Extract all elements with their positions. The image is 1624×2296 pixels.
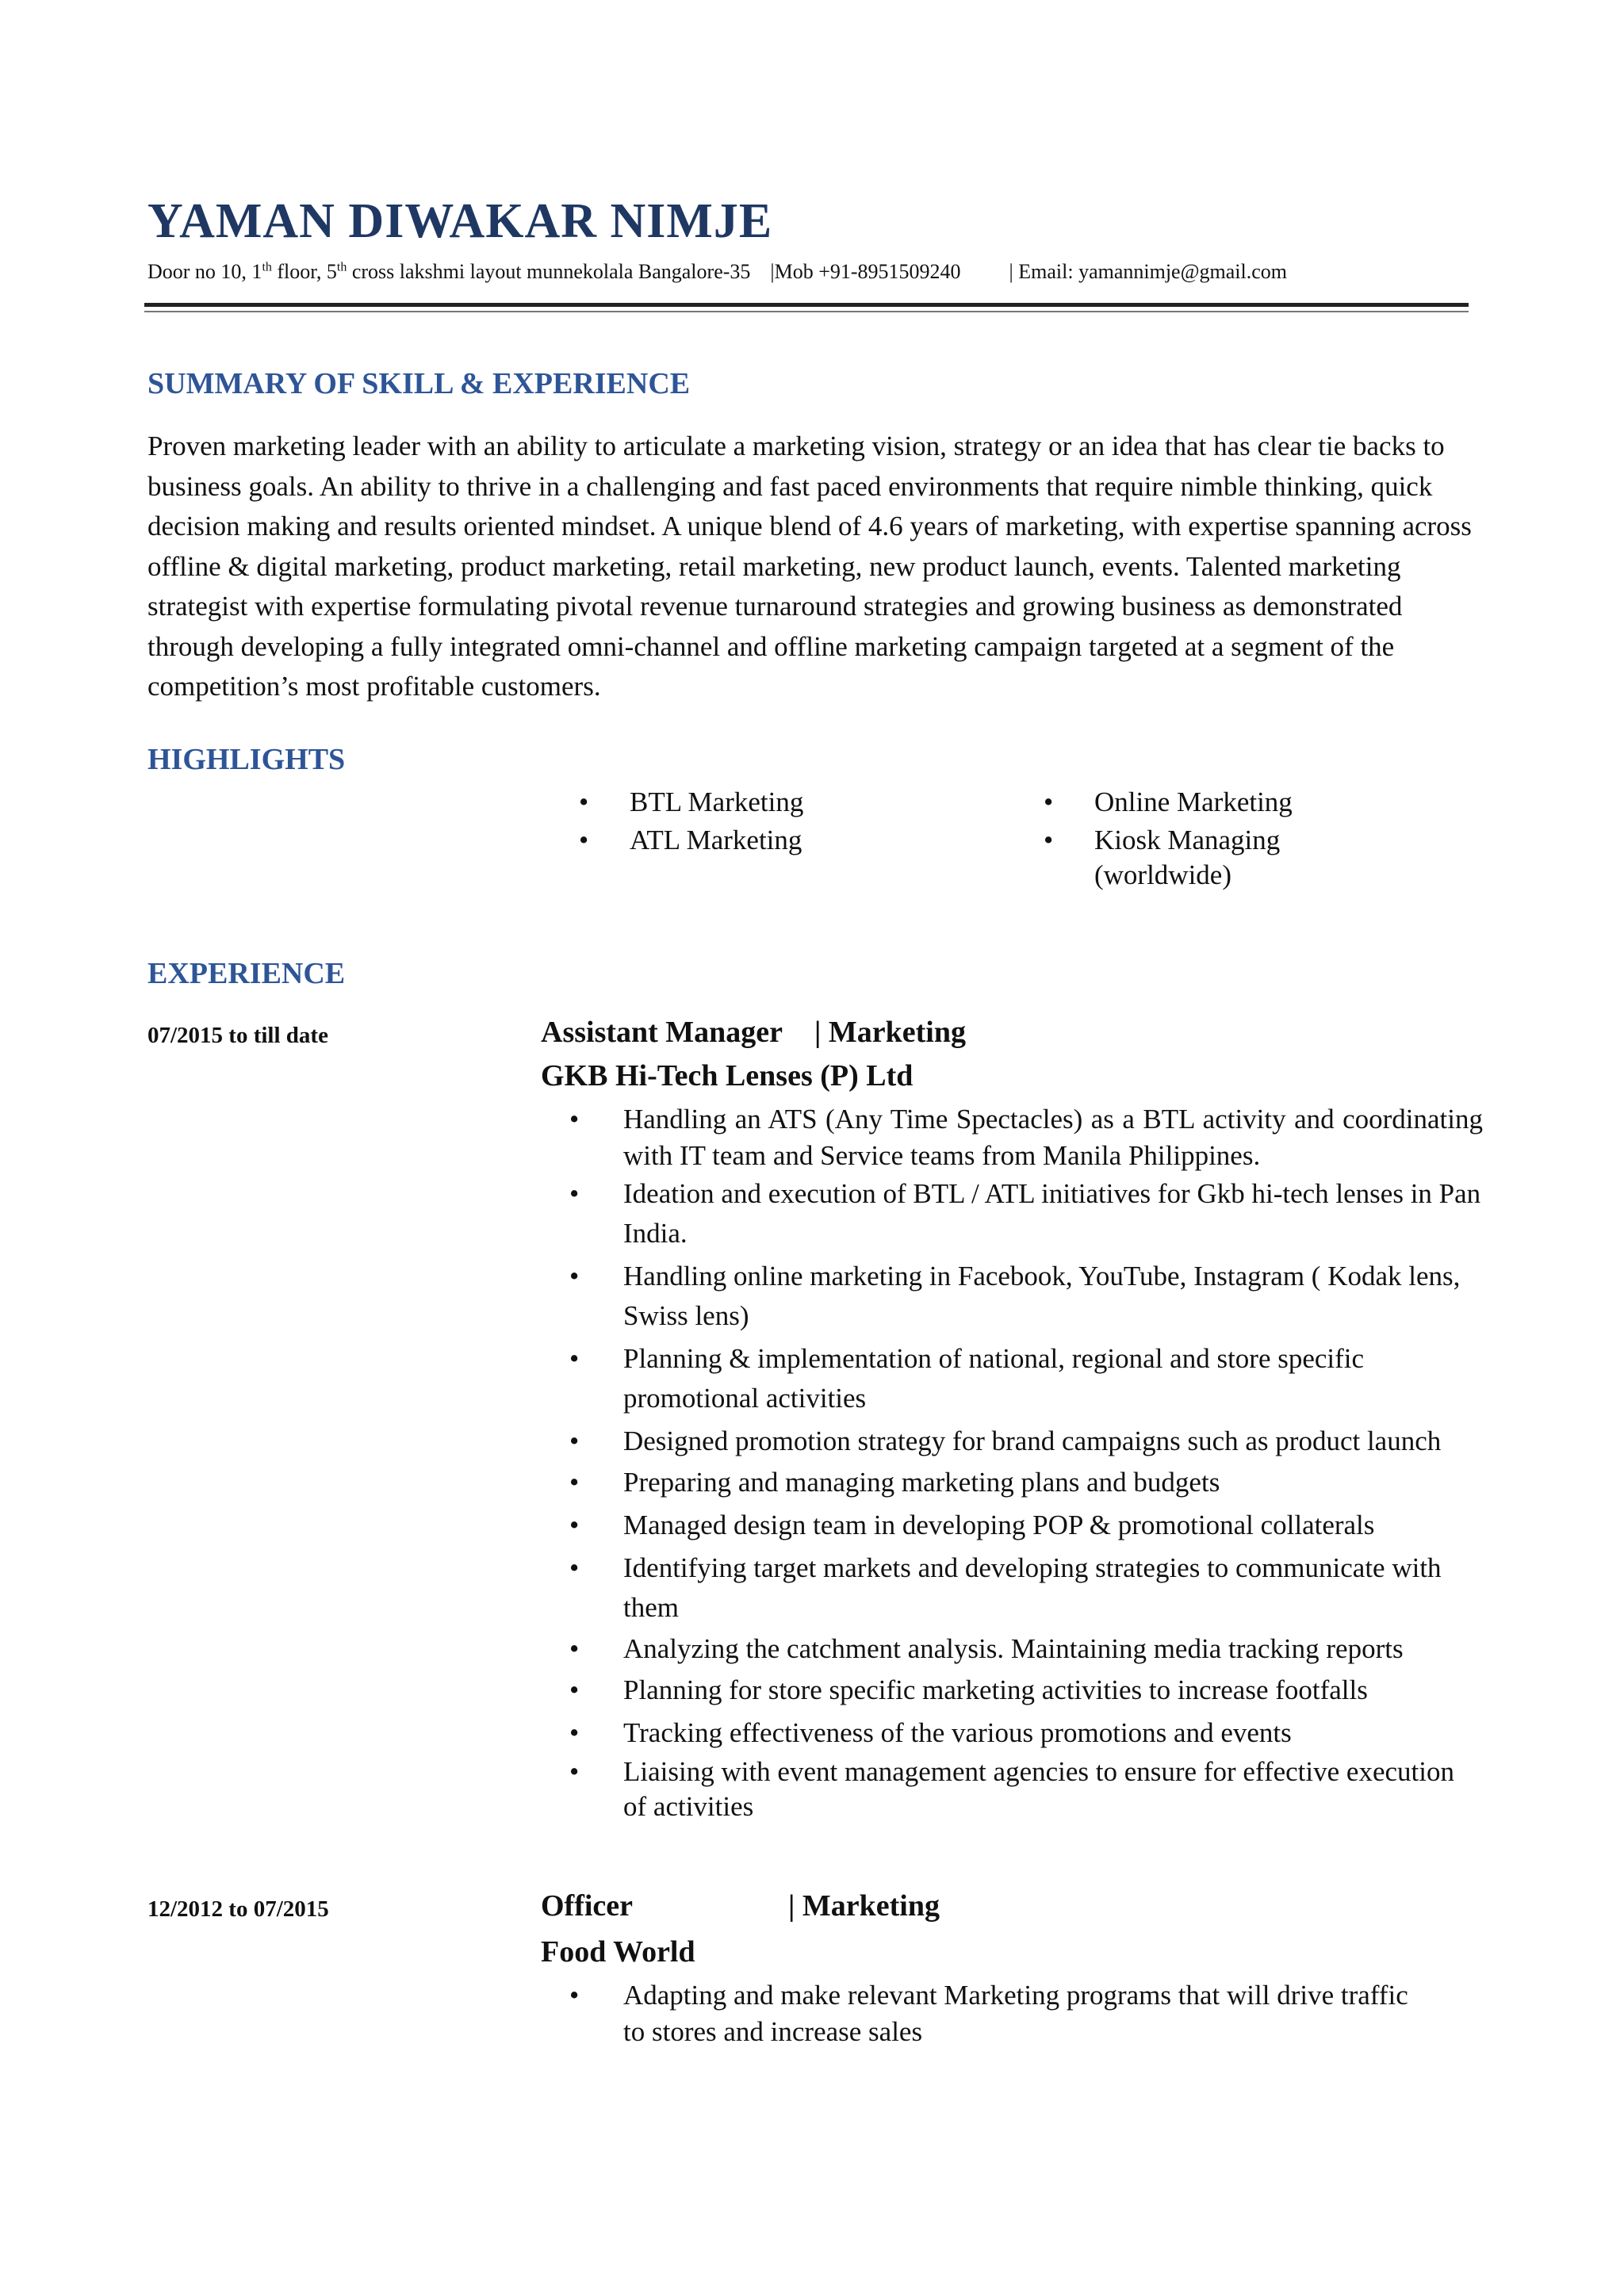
job-role xyxy=(541,1015,966,1050)
responsibility-item: • Identifying target markets and developing strategies to communicate with them xyxy=(541,1548,1483,1628)
contact-line xyxy=(147,260,1287,284)
responsibility-item: • Planning for store specific marketing activities to increase footfalls xyxy=(541,1672,1483,1709)
address-sup-1: th xyxy=(262,260,272,274)
highlights-heading: HIGHLIGHTS xyxy=(147,743,346,776)
job-department: | Marketing xyxy=(788,1889,940,1923)
address-part-2: floor, 5 xyxy=(271,260,337,283)
responsibility-item: • Handling an ATS (Any Time Spectacles) as a BTL activity and coordinating with IT team and Service teams from Manila Philippines. xyxy=(541,1101,1483,1174)
responsibility-item: • Designed promotion strategy for brand campaigns such as product launch xyxy=(541,1422,1483,1461)
responsibility-item: • Adapting and make relevant Marketing programs that will drive traffic to stores and increase sales xyxy=(541,1977,1413,2050)
responsibility-item: • Managed design team in developing POP & promotional collaterals xyxy=(541,1507,1483,1544)
address-part-3: cross lakshmi layout munnekolala Bangalore-35 xyxy=(347,260,751,283)
job-date: 12/2012 to 07/2015 xyxy=(147,1896,329,1922)
responsibility-item: • Ideation and execution of BTL / ATL initiatives for Gkb hi-tech lenses in Pan India. xyxy=(541,1174,1483,1253)
responsibility-item: • Analyzing the catchment analysis. Maintaining media tracking reports xyxy=(541,1631,1483,1667)
job-date: 07/2015 to till date xyxy=(147,1023,328,1048)
highlight-item: • ATL Marketing xyxy=(579,823,944,858)
job-title: Assistant Manager xyxy=(541,1016,783,1049)
job-department: | Marketing xyxy=(814,1016,966,1049)
highlight-item: • BTL Marketing xyxy=(579,785,944,820)
summary-heading: SUMMARY OF SKILL & EXPERIENCE xyxy=(147,367,691,400)
candidate-name: YAMAN DIWAKAR NIMJE xyxy=(147,194,773,248)
job-company: GKB Hi-Tech Lenses (P) Ltd xyxy=(541,1059,914,1093)
email-address: | Email: yamannimje@gmail.com xyxy=(1009,260,1288,283)
job-responsibilities xyxy=(541,1101,1483,1824)
responsibility-item: • Liaising with event management agencies to ensure for effective execution of activities xyxy=(541,1755,1483,1824)
address-part-1: Door no 10, 1 xyxy=(147,260,262,283)
responsibility-item: • Tracking effectiveness of the various promotions and events xyxy=(541,1715,1483,1751)
highlight-item: • Online Marketing xyxy=(1044,785,1329,820)
highlights-list-left xyxy=(579,785,944,861)
responsibility-item: • Planning & implementation of national, regional and store specific promotional activities xyxy=(541,1339,1483,1418)
job-title: Officer xyxy=(541,1889,634,1923)
responsibility-item: • Preparing and managing marketing plans and budgets xyxy=(541,1464,1483,1501)
job-role xyxy=(541,1888,940,1923)
job-responsibilities xyxy=(541,1977,1413,2050)
address-sup-2: th xyxy=(336,260,347,274)
highlight-item: • Kiosk Managing (worldwide) xyxy=(1044,823,1329,893)
job-company: Food World xyxy=(541,1935,695,1969)
header-divider-thick xyxy=(144,303,1469,307)
experience-heading: EXPERIENCE xyxy=(147,957,346,990)
responsibility-item: • Handling online marketing in Facebook, YouTube, Instagram ( Kodak lens, Swiss lens) xyxy=(541,1257,1483,1336)
summary-text: Proven marketing leader with an ability to articulate a marketing vision, strategy or an idea that has clear tie backs to business goals. An ability to thrive in a challenging and fast paced environments that require nimble thinking, quick decision making and results oriented mindset. A unique blend of 4.6 years of marketing, with expertise spanning across offline & digital marketing, product marketing, retail marketing, new product launch, events. Talented marketing strategist with expertise formulating pivotal revenue turnaround strategies and growing business as demonstrated through developing a fully integrated omni-channel and offline marketing campaign targeted at a segment of the competition’s most profitable customers. xyxy=(147,430,1472,702)
header-divider-thin xyxy=(144,311,1469,312)
mobile-number: |Mob +91-8951509240 xyxy=(770,260,961,283)
highlights-list-right xyxy=(1044,785,1329,896)
